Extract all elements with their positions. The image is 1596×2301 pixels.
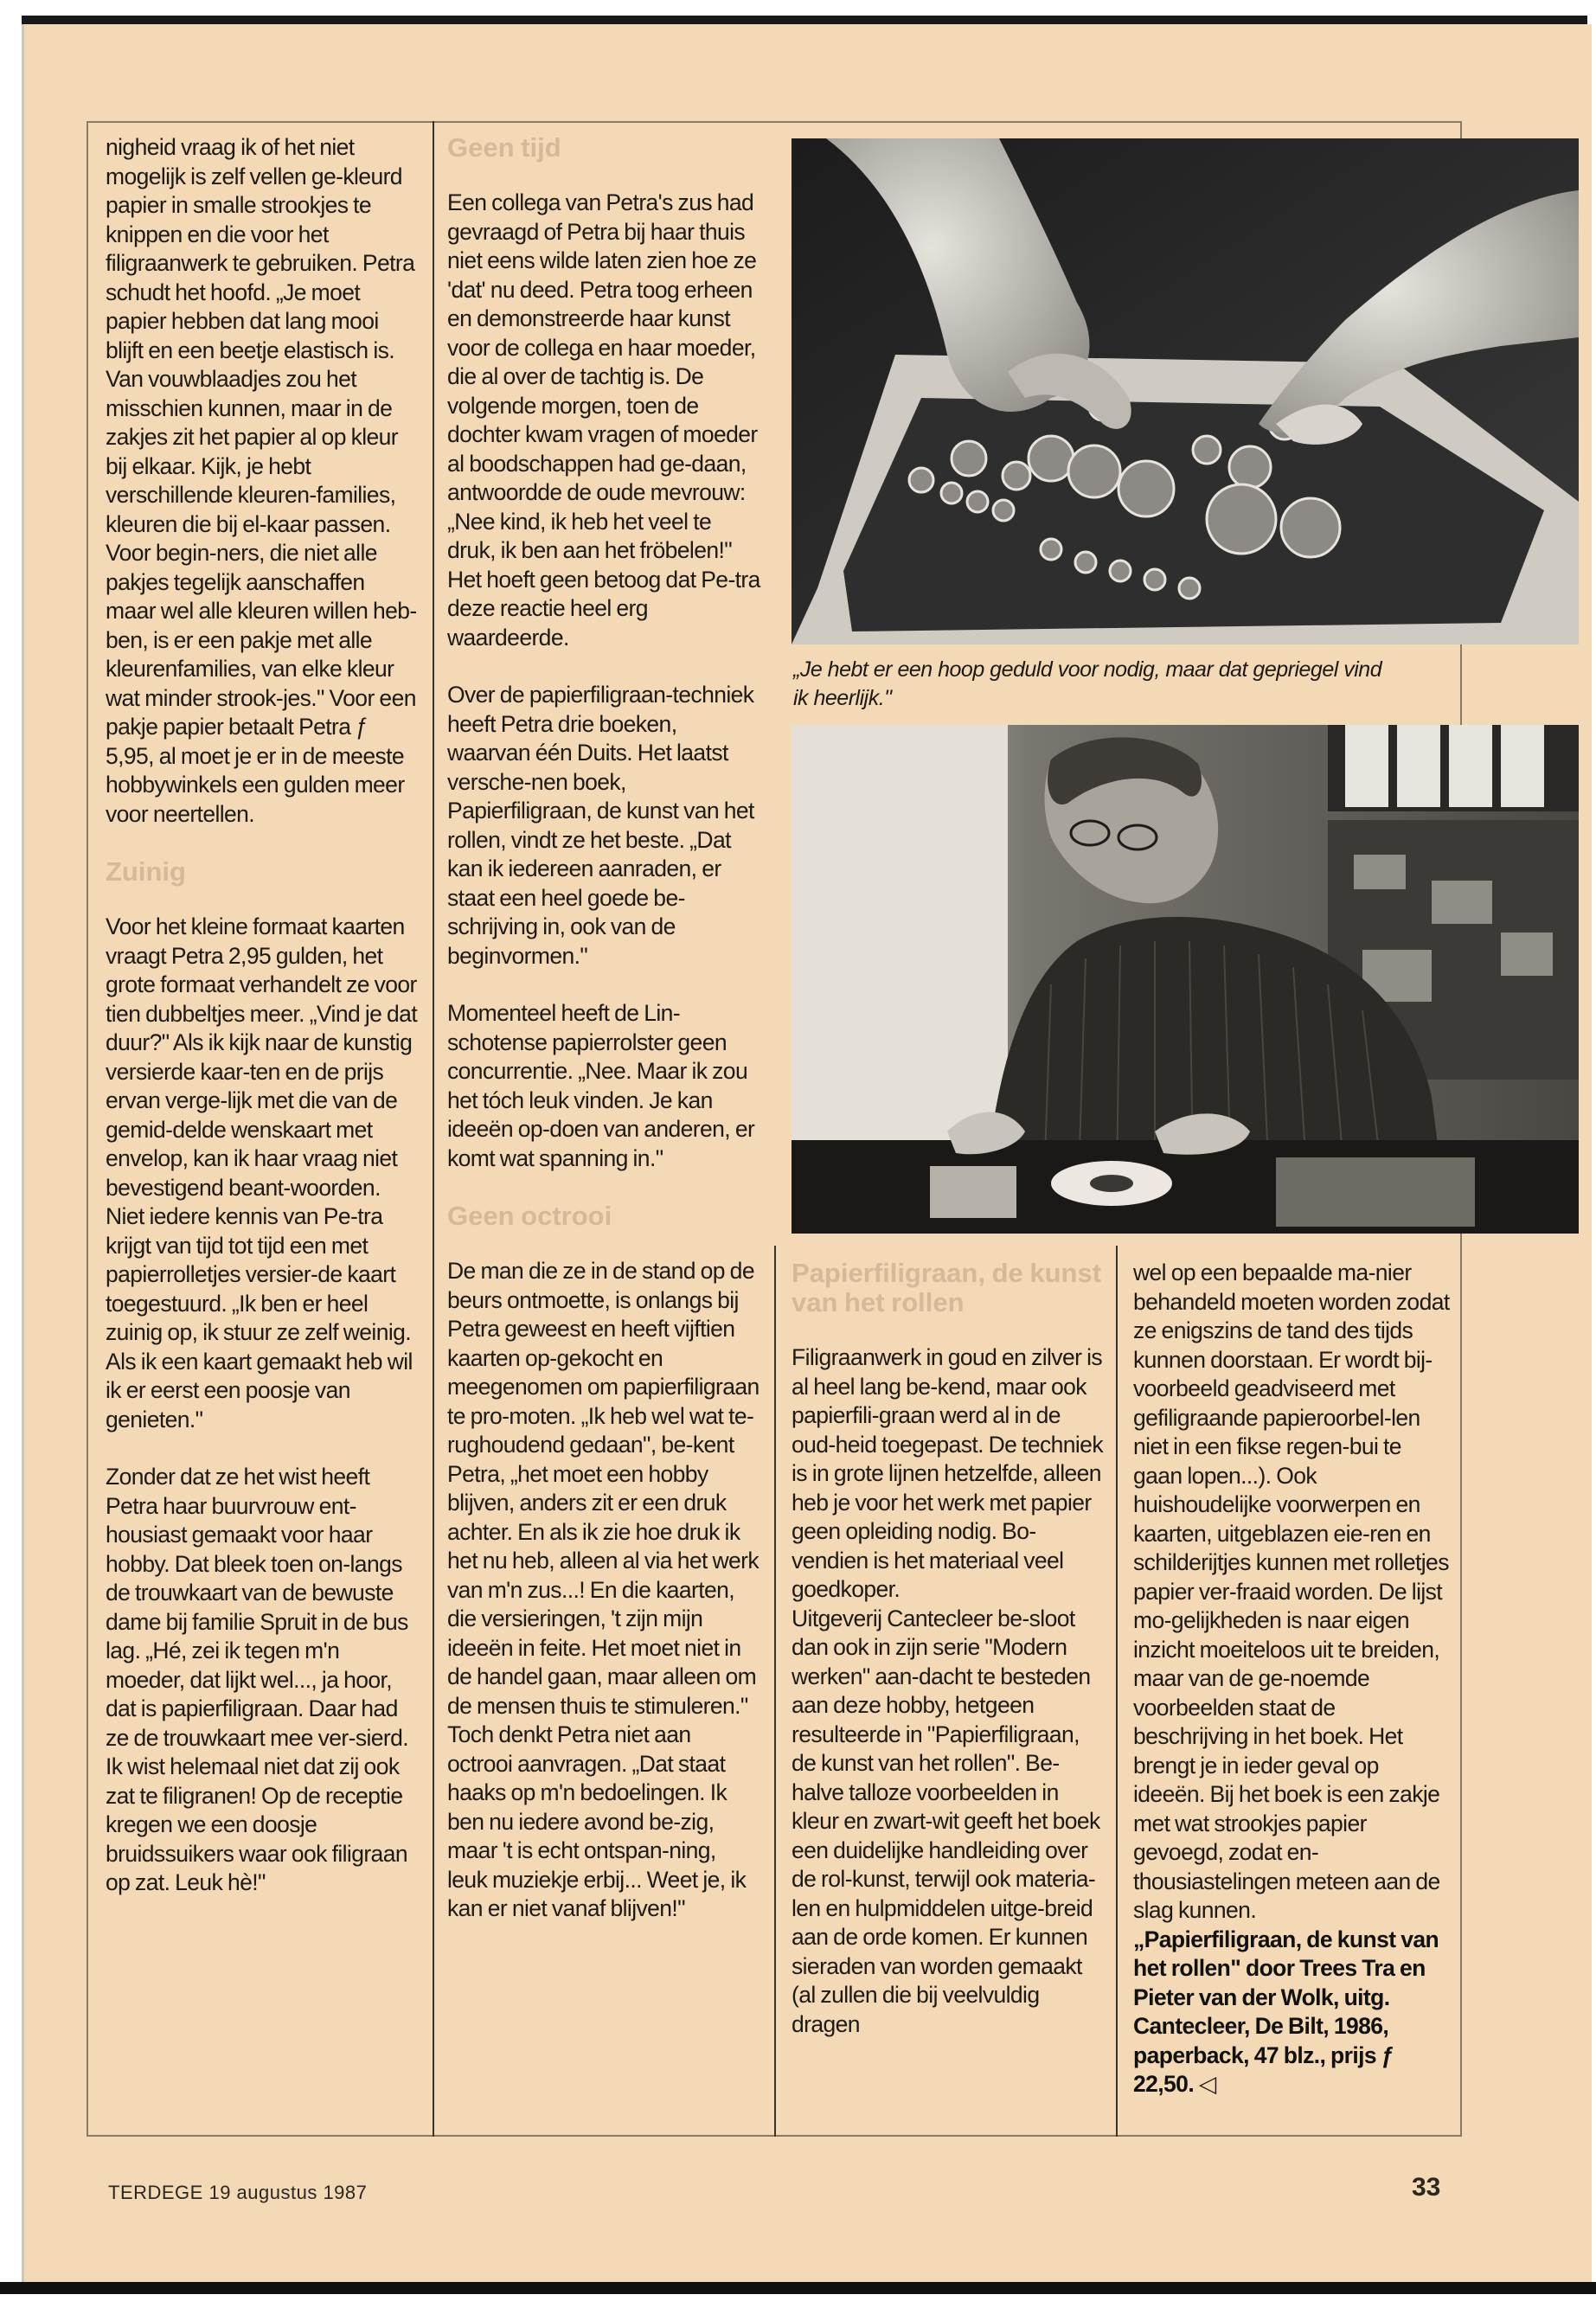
col1-paragraph-3: Niet iedere kennis van Pe-tra krijgt van tijd tot tijd een met papierrolletjes versier-de kaart toegestuurd. „Ik ben er heel zuinig op, ik stuur ze zelf weinig. Als ik een kaart gemaakt heb wil ik er eerst een poosje van genieten."	[106, 1203, 413, 1433]
col3-paragraph-1: Filigraanwerk in goud en zilver is al heel lang be-kend, maar ook papierfili-graan werd al in de oud-heid toegepast. De techniek is in grote lijnen hetzelfde, alleen heb je voor het werk met papier geen opleiding nodig. Bo-vendien is het materiaal veel goedkoper.	[792, 1344, 1103, 1602]
book-reference: „Papierfiligraan, de kunst van het rollen" door Trees Tra en Pieter van der Wolk, uitg. Cantecleer, De Bilt, 1986, paperback, 47 blz., prijs ƒ 22,50.	[1133, 1926, 1439, 2097]
col2-paragraph-1: Een collega van Petra's zus had gevraagd of Petra bij haar thuis niet eens wilde laten zien hoe ze 'dat' nu deed. Petra toog erheen en demonstreerde haar kunst voor de collega en haar moeder, die al over de tachtig is. De volgende morgen, toen de dochter kwam vragen of moeder al boodschappen had ge-daan, antwoordde de oude mevrouw: „Nee kind, ik heb het veel te druk, ik ben aan het fröbelen!" Het hoeft geen betoog dat Pe-tra deze reactie heel erg waardeerde.	[447, 189, 760, 651]
col2-paragraph-2: Over de papierfiligraan-techniek heeft Petra drie boeken, waarvan één Duits. Het laatst versche-nen boek, Papierfiligraan, de kunst van het rollen, vindt ze het beste. „Dat kan ik iedereen aanraden, er staat een heel goede be-schrijving in, ook van de beginvormen."	[447, 682, 754, 969]
col2-paragraph-4: De man die ze in de stand op de beurs ontmoette, is onlangs bij Petra geweest en heeft vijftien kaarten op-gekocht en meegenomen om papierfiligraan te pro-moten. „Ik heb wel wat te-rughoudend gedaan", be-kent Petra, „het moet een hobby blijven, anders zit er een druk achter. En als ik zie hoe druk ik het nu heb, alleen al via het werk van m'n zus...! En die kaarten, die versieringen, 't zijn mijn ideeën in feite. Het moet niet in de handel gaan, maar alleen om de mensen thuis te stimuleren." Toch denkt Petra niet aan octrooi aanvragen. „Dat staat haaks op m'n bedoelingen. Ik ben nu iedere avond be-zig, maar 't is echt ontspan-ning, leuk muziekje erbij... Weet je, ik kan er niet vanaf blijven!"	[447, 1258, 760, 1921]
subhead-geen-tijd: Geen tijd	[447, 132, 561, 163]
sidebar-heading: Papierfiligraan, de kunst van het rollen	[792, 1258, 1102, 1317]
column-divider-2	[774, 1246, 776, 2137]
article-column-2	[447, 133, 760, 1924]
scan-edge-bottom	[0, 2282, 1596, 2294]
column-divider-3	[1116, 1246, 1118, 2137]
publication-footer: TERDEGE 19 augustus 1987	[108, 2182, 368, 2203]
photo-caption-1: „Je hebt er een hoop geduld voor nodig, maar dat gepriegel vind ik heerlijk."	[793, 657, 1382, 710]
scan-edge-top	[22, 16, 1587, 24]
photo-hands-illustration	[792, 138, 1579, 644]
col3-paragraph-2: Uitgeverij Cantecleer be-sloot dan ook in zijn serie "Modern werken" aan-dacht te besteden aan deze hobby, hetgeen resulteerde in "Papierfiligraan, de kunst van het rollen". Be-halve talloze voorbeelden in kleur en zwart-wit geeft het boek een duidelijke handleiding over de rol-kunst, terwijl ook materia-len en hulpmiddelen uitge-breid aan de orde komen. Er kunnen sieraden van worden gemaakt (al zullen die bij veelvuldig dragen	[792, 1605, 1100, 2037]
page-number: 33	[1412, 2173, 1441, 2202]
col1-paragraph-4: Zonder dat ze het wist heeft Petra haar buurvrouw ent-housiast gemaakt voor haar hobby. Dat bleek toen on-langs de trouwkaart van de bewuste dame bij familie Spruit in de bus lag. „Hé, zei ik tegen m'n moeder, dat lijkt wel..., ja hoor, dat is papierfiligraan. Daar had ze de trouwkaart mee ver-sierd. Ik wist helemaal niet dat zij ook zat te filigranen! Op de receptie kregen we een doosje bruidssuikers waar ook filigraan op zat. Leuk hè!"	[106, 1464, 409, 1895]
subhead-zuinig: Zuinig	[106, 856, 186, 887]
article-column-3	[792, 1259, 1103, 2039]
photo-woman-at-desk	[792, 725, 1579, 1234]
photo-woman-illustration	[792, 725, 1579, 1234]
column-divider-1	[433, 121, 434, 2137]
photo-hands-quilling-board	[792, 138, 1579, 644]
col1-paragraph-1: nigheid vraag ik of het niet mogelijk is zelf vellen ge-kleurd papier in smalle strookjes te knippen en die voor het filigraanwerk te gebruiken. Petra schudt het hoofd. „Je moet papier hebben dat lang mooi blijft en een beetje elastisch is. Van vouwblaadjes zou het misschien kunnen, maar in de zakjes zit het papier al op kleur bij elkaar. Kijk, je hebt verschillende kleuren-families, kleuren die bij el-kaar passen. Voor begin-ners, die niet alle pakjes tegelijk aanschaffen maar wel alle kleuren willen heb-ben, is er een pakje met alle kleurenfamilies, van elke kleur wat minder strook-jes." Voor een pakje papier betaalt Petra ƒ 5,95, al moet je er in de meeste hobbywinkels een gulden meer voor neertellen.	[106, 134, 417, 827]
col1-paragraph-2: Voor het kleine formaat kaarten vraagt Petra 2,95 gulden, het grote formaat verhandelt ze voor tien dubbeltjes meer. „Vind je dat duur?" Als ik kijk naar de kunstig versierde kaar-ten en de prijs ervan verge-lijk met die van de gemid-delde wenskaart met envelop, kan ik haar vraag niet bevestigend beant-woorden.	[106, 913, 418, 1201]
subhead-geen-octrooi: Geen octrooi	[447, 1201, 612, 1231]
article-column-1	[106, 133, 419, 1898]
article-column-4	[1133, 1259, 1453, 2099]
end-mark-icon: ◁	[1198, 2071, 1216, 2097]
col2-paragraph-3: Momenteel heeft de Lin-schotense papierrolster geen concurrentie. „Nee. Maar ik zou het tóch leuk vinden. Je kan ideeën op-doen van anderen, er komt wat spanning in."	[447, 1000, 755, 1171]
col4-paragraph-1: wel op een bepaalde ma-nier behandeld moeten worden zodat ze enigszins de tand des tijds kunnen doorstaan. Er wordt bij-voorbeeld geadviseerd met gefiligraande papieroorbel-len niet in een fikse regen-bui te gaan lopen...). Ook huishoudelijke voorwerpen en kaarten, uitgeblazen eie-ren en schilderijtjes kunnen met rolletjes papier ver-fraaid worden. De lijst mo-gelijkheden is naar eigen inzicht moeiteloos uit te breiden, maar van de ge-noemde voorbeelden staat de beschrijving in het boek. Het brengt je in ieder geval op ideeën. Bij het boek is een zakje met wat strookjes papier gevoegd, zodat en-thousiastelingen meteen aan de slag kunnen.	[1133, 1259, 1450, 1923]
